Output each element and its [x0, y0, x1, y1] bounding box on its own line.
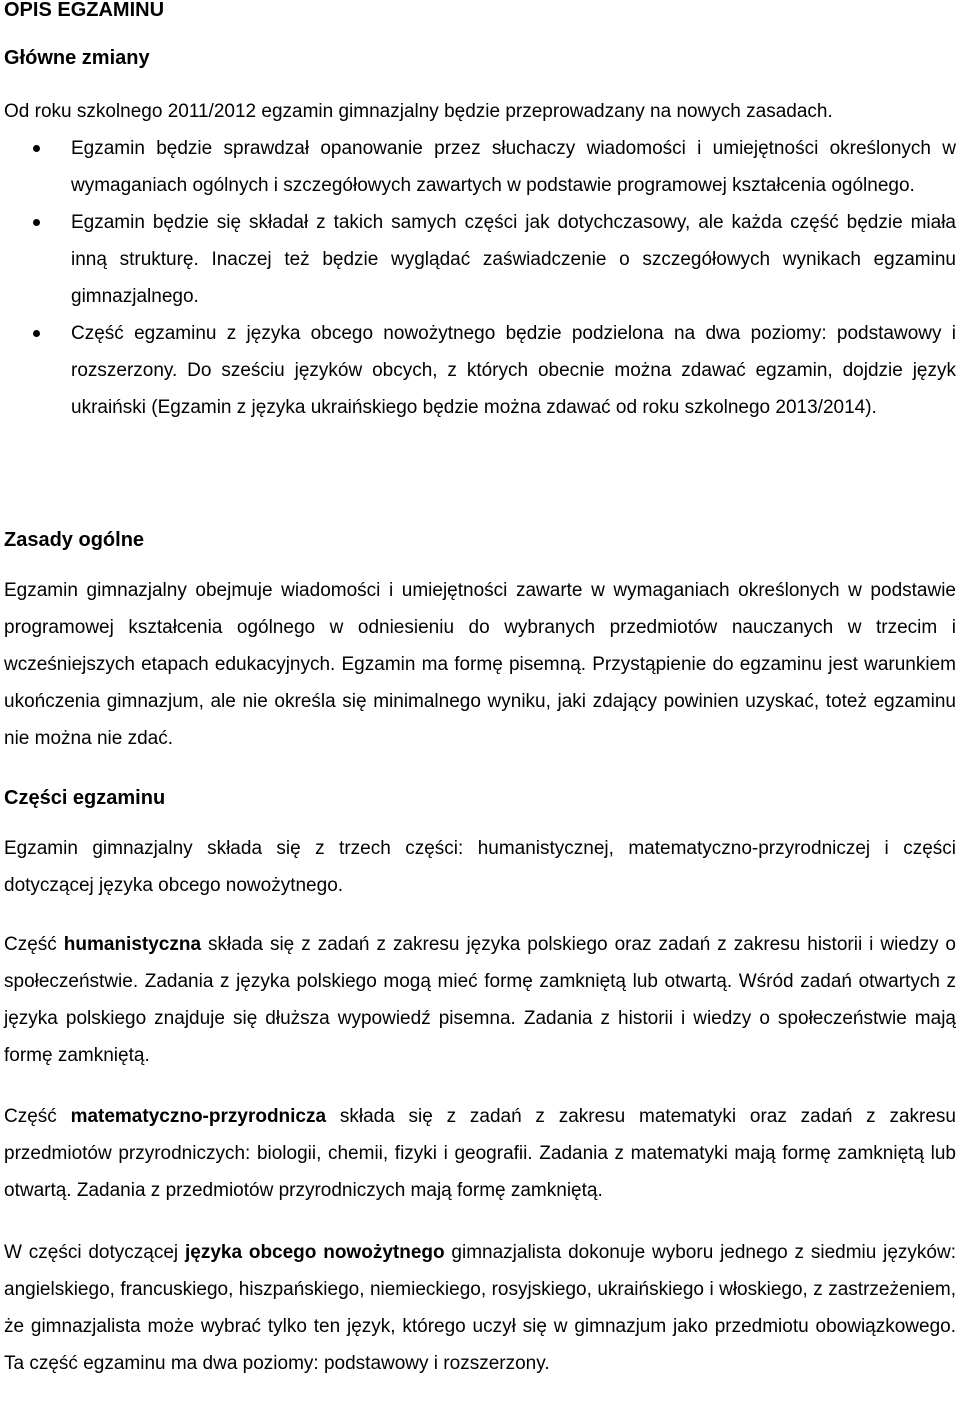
humanities-paragraph — [4, 926, 956, 1074]
humanities-prefix: Część — [4, 934, 64, 955]
main-changes-intro: Od roku szkolnego 2011/2012 egzamin gimnazjalny będzie przeprowadzany na nowych zasadach. — [4, 101, 833, 122]
general-rules-body — [4, 572, 956, 757]
section-main-changes-heading-block — [4, 40, 956, 77]
section-heading-exam-parts: Części egzaminu — [4, 787, 166, 809]
list-item-text: Egzamin będzie się składał z takich samych części jak dotychczasowy, ale każda część będzie miała inną strukturę. Inaczej też będzie wyglądać zaświadczenie o szczegółowych wynikach egzaminu gimnazjalnego. — [71, 212, 956, 307]
general-rules-text: Egzamin gimnazjalny obejmuje wiadomości i umiejętności zawarte w wymaganiach określonych w podstawie programowej kształcenia ogólnego w odniesieniu do wybranych przedmiotów nauczanych w trzecim i wcześniejszych etapach edukacyjnych. Egzamin ma formę pisemną. Przystąpienie do egzaminu jest warunkiem ukończenia gimnazjum, ale nie określa się minimalnego wyniku, jaki zdający powinien uzyskać, toteż egzaminu nie można nie zdać. — [4, 580, 956, 749]
math-science-rest: składa się z zadań z zakresu matematyki oraz zadań z zakresu przedmiotów przyrodniczych: biologii, chemii, fizyki i geografii. Zadania z matematyki mają formę zamkniętą lub otwartą. Zadania z przedmiotów przyrodniczych mają formę zamkniętą. — [4, 1106, 956, 1201]
math-science-prefix: Część — [4, 1106, 71, 1127]
section-heading-main-changes: Główne zmiany — [4, 47, 150, 69]
list-item-text: Egzamin będzie sprawdzał opanowanie przez słuchaczy wiadomości i umiejętności określonych w wymaganiach ogólnych i szczegółowych zawartych w podstawie programowej kształcenia ogólnego. — [71, 138, 956, 196]
bullet-icon — [33, 219, 40, 226]
list-item — [4, 130, 956, 204]
foreign-language-paragraph — [4, 1234, 956, 1382]
foreign-language-rest: gimnazjalista dokonuje wyboru jednego z siedmiu języków: angielskiego, francuskiego, hiszpańskiego, niemieckiego, rosyjskiego, ukraińskiego i włoskiego, z zastrzeżeniem, że gimnazjalista może wybrać tylko ten język, którego uczył się w gimnazjum jako przedmiotu obowiązkowego. Ta część egzaminu ma dwa poziomy: podstawowy i rozszerzony. — [4, 1242, 956, 1374]
section-main-changes-body — [4, 93, 956, 426]
exam-parts-intro-block — [4, 830, 956, 904]
main-changes-list — [4, 130, 956, 426]
list-item — [4, 315, 956, 426]
humanities-block — [4, 926, 956, 1074]
bullet-icon — [33, 145, 40, 152]
foreign-language-block — [4, 1234, 956, 1382]
list-item — [4, 204, 956, 315]
section-heading-general-rules: Zasady ogólne — [4, 529, 145, 551]
section-exam-parts — [4, 780, 956, 817]
exam-parts-intro: Egzamin gimnazjalny składa się z trzech części: humanistycznej, matematyczno-przyrodniczej i części dotyczącej języka obcego nowożytnego. — [4, 838, 956, 896]
document-title: OPIS EGZAMINU — [4, 0, 165, 21]
list-item-text: Część egzaminu z języka obcego nowożytnego będzie podzielona na dwa poziomy: podstawowy i rozszerzony. Do sześciu języków obcych, z których obecnie można zdawać egzamin, dojdzie język ukraiński (Egzamin z języka ukraińskiego będzie można zdawać od roku szkolnego 2013/2014). — [71, 323, 956, 418]
bullet-icon — [33, 330, 40, 337]
math-science-block — [4, 1098, 956, 1209]
humanities-bold: humanistyczna — [63, 934, 202, 955]
math-science-paragraph — [4, 1098, 956, 1209]
foreign-language-bold: języka obcego nowożytnego — [184, 1242, 445, 1263]
math-science-bold: matematyczno-przyrodnicza — [70, 1106, 327, 1127]
humanities-rest: składa się z zadań z zakresu języka polskiego oraz zadań z zakresu historii i wiedzy o społeczeństwie. Zadania z języka polskiego mogą mieć formę zamkniętą lub otwartą. Wśród zadań otwartych z języka polskiego znajduje się dłuższa wypowiedź pisemna. Zadania z historii i wiedzy o społeczeństwie mają formę zamkniętą. — [4, 934, 956, 1066]
foreign-language-prefix: W części dotyczącej — [4, 1242, 185, 1263]
section-general-rules — [4, 522, 956, 559]
